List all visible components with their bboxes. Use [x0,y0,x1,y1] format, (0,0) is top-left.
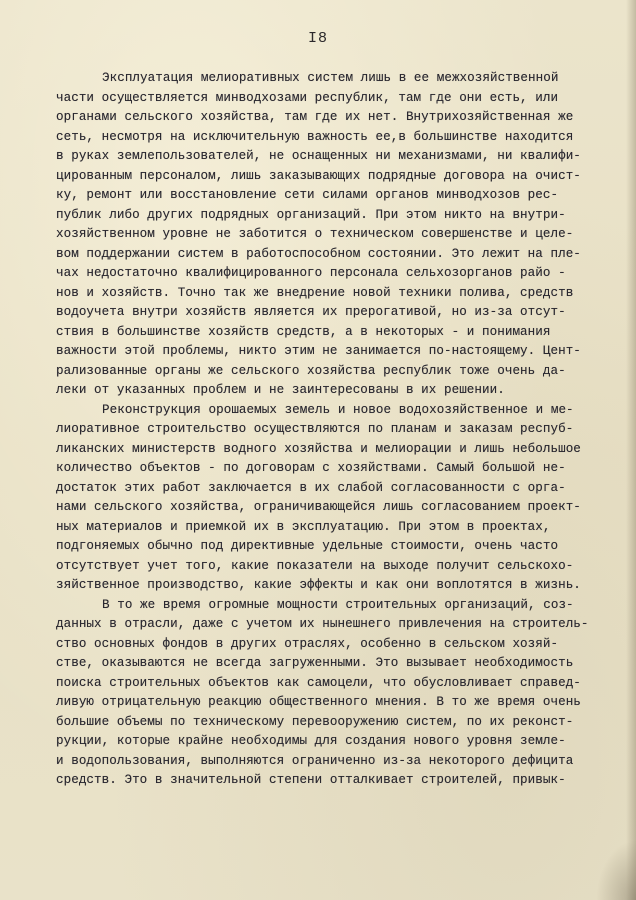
text-line: данных в отрасли, даже с учетом их нынешнего привлечения на строитель- [56,617,589,631]
paragraph-2 [56,401,626,596]
text-line: количество объектов - по договорам с хозяйствами. Самый большой не- [56,461,566,475]
text-line: достаток этих работ заключается в их слабой согласованности с орга- [56,480,566,495]
text-line: вом поддержании систем в работоспособном состоянии. Это лежит на пле- [56,246,581,261]
text-line: в руках землепользователей, не оснащенных ни механизмами, ни квалифи- [56,149,581,163]
paragraph-3 [56,596,626,791]
text-line: лиоративное строительство осуществляются по планам и заказам респуб- [56,422,574,436]
text-line: ство основных фондов в других отраслях, особенно в сельском хозяй- [56,636,559,651]
text-line: стве, оказываются не всегда загруженными. Это вызывает необходимость [56,656,574,670]
page-number: I8 [307,30,328,47]
body-text [56,69,626,791]
text-line: сеть, несмотря на исключительную важность ее,в большинстве находится [56,129,574,144]
text-line: цированным персоналом, лишь заказывающих подрядные договора на очист- [56,168,581,183]
text-line: ствия в большинстве хозяйств средств, а в некоторых - и понимания [56,324,551,339]
text-line: зяйственное производство, какие эффекты и как они воплотятся в жизнь. [56,578,581,592]
text-line: подгоняемых обычно под директивные удельные стоимости, очень часто [56,539,559,553]
text-line: большие объемы по техническому перевооружению систем, по их реконст- [56,714,574,729]
text-line: части осуществляется минводхозами республик, там где они есть, или [56,90,559,105]
text-line: органами сельского хозяйства, там где их нет. Внутрихозяйственная же [56,110,574,124]
page-edge-shadow [626,0,636,900]
text-line: хозяйственном уровне не заботится о техническом совершенстве и целе- [56,227,574,241]
text-line: рализованные органы же сельского хозяйства республик тоже очень да- [56,363,566,378]
text-line: нами сельского хозяйства, ограничивающейся лишь согласованием проект- [56,500,581,514]
text-line: ных материалов и приемкой их в эксплуатацию. При этом в проектах, [56,519,551,534]
text-line: Эксплуатация мелиоративных систем лишь в ее межхозяйственной [102,71,559,85]
page-corner-shadow [596,840,636,900]
text-line: поиска строительных объектов как самоцели, что обусловливает справед- [56,675,581,690]
text-line: леки от указанных проблем и не заинтересованы в их решении. [56,383,505,397]
text-line: нов и хозяйств. Точно так же внедрение новой техники полива, средств [56,285,574,300]
text-line: В то же время огромные мощности строительных организаций, соз- [102,597,574,612]
text-line: Реконструкция орошаемых земель и новое водохозяйственное и ме- [102,402,574,417]
text-line: отсутствует учет того, какие показатели на выходе получит сельскохо- [56,558,574,573]
text-line: водоучета внутри хозяйств является их прерогативой, но из-за отсут- [56,305,566,319]
text-line: ликанских министерств водного хозяйства и мелиорации и лишь небольшое [56,441,581,456]
text-line: рукции, которые крайне необходимы для создания нового уровня земле- [56,734,566,748]
text-line: чах недостаточно квалифицированного персонала сельхозорганов райо - [56,266,566,280]
text-line: ку, ремонт или восстановление сети силами органов минводхозов рес- [56,188,559,202]
text-line: публик либо других подрядных организаций. При этом никто на внутри- [56,207,566,222]
text-line: ливую отрицательную реакцию общественного мнения. В то же время очень [56,695,581,709]
text-line: важности этой проблемы, никто этим не занимается по-настоящему. Цент- [56,344,581,358]
paragraph-1 [56,69,626,401]
text-line: средств. Это в значительной степени отталкивает строителей, привык- [56,773,566,787]
text-line: и водопользования, выполняются ограниченно из-за некоторого дефицита [56,753,574,768]
